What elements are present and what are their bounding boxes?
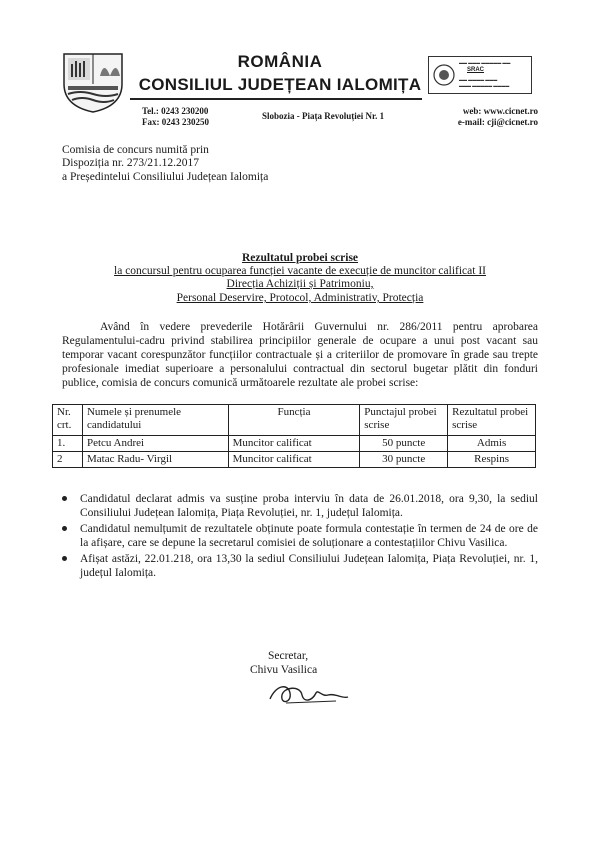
column-header-score: Punctajul probei scrise (360, 405, 448, 436)
cell-nr: 1. (53, 436, 83, 452)
header-divider (130, 98, 422, 100)
handwritten-signature (266, 681, 352, 707)
header-fax: Fax: 0243 230250 (142, 117, 209, 127)
intro-paragraph: Având în vedere prevederile Hotărârii Guvernului nr. 286/2011 pentru aprobarea Regulamentului-cadru privind stabilirea principiilor generale de ocupare a unui post vacant sau temporar vacant corespunzător funcțiilor contractuale și a criteriilor de promovare în grade sau trepte profesionale imediat superioare a personalului contractual din sectorul bugetar plătit din fonduri publice, comisia de concurs comunică următoarele rezultate ale probei scrise: (62, 321, 538, 389)
certification-microtext: ▬▬ ▬▬▬▬ ▬▬▬ (459, 77, 498, 82)
notes-list (62, 492, 538, 582)
signature-name: Chivu Vasilica (250, 664, 318, 676)
bullet-icon (62, 526, 67, 531)
certification-badge (428, 56, 532, 94)
table-row (53, 436, 536, 452)
certification-logo-icon (432, 63, 456, 87)
cell-result: Respins (448, 452, 536, 468)
cell-nr: 2 (53, 452, 83, 468)
cell-function: Muncitor calificat (228, 436, 360, 452)
document-subtitle: la concursul pentru ocuparea funcției vacante de execuție de muncitor calificat II (114, 265, 486, 277)
certification-brand: SRAC (467, 67, 485, 73)
list-item (62, 552, 538, 580)
cell-score: 30 puncte (360, 452, 448, 468)
bullet-icon (62, 556, 67, 561)
column-header-name: Numele și prenumele candidatului (82, 405, 228, 436)
cell-name: Petcu Andrei (82, 436, 228, 452)
header-website-link[interactable]: web: www.cicnet.ro (462, 106, 538, 116)
document-subtitle: Direcția Achiziții și Patrimoniu, (226, 278, 374, 290)
note-text: Afișat astăzi, 22.01.218, ora 13,30 la sediul Consiliului Județean Ialomița, Piața Revoluției, nr. 1, județul Ialomița. (80, 553, 538, 579)
header-organization: CONSILIUL JUDEȚEAN IALOMIȚA (138, 75, 422, 94)
county-coat-of-arms-icon (60, 50, 126, 114)
document-subtitle: Personal Deservire, Protocol, Administrativ, Protecția (176, 292, 424, 304)
signature-role: Secretar, (268, 650, 309, 662)
header-address: Slobozia - Piața Revoluției Nr. 1 (262, 111, 385, 121)
certification-microtext: ▬▬▬ ▬▬▬▬▬ ▬▬▬▬ (459, 83, 510, 88)
list-item (62, 522, 538, 550)
committee-line: Dispoziția nr. 273/21.12.2017 (62, 157, 200, 169)
header-phone: Tel.: 0243 230200 (142, 106, 209, 116)
table-header-row (53, 405, 536, 436)
cell-result: Admis (448, 436, 536, 452)
results-table (52, 404, 536, 468)
column-header-function: Funcția (228, 405, 360, 436)
column-header-nr: Nr. crt. (53, 405, 83, 436)
cell-name: Matac Radu- Virgil (82, 452, 228, 468)
column-header-result: Rezultatul probei scrise (448, 405, 536, 436)
note-text: Candidatul declarat admis va susține proba interviu în data de 26.01.2018, ora 9,30, la sediul Consiliului Județean Ialomița, Piața Revoluției, nr. 1, județul Ialomița. (80, 493, 538, 519)
document-title: Rezultatul probei scrise (241, 252, 359, 264)
certification-microtext: ▬▬ ▬▬▬ ▬▬▬▬▬ ▬▬ (459, 60, 511, 65)
cell-score: 50 puncte (360, 436, 448, 452)
note-text: Candidatul nemulțumit de rezultatele obținute poate formula contestație în termen de 24 de ore de la afișare, care se depune la secretarul comisiei de soluționare a contestațiilor Chivu Vasilica. (80, 523, 538, 549)
committee-line: a Președintelui Consiliului Județean Ialomița (62, 171, 269, 183)
header-email-link[interactable]: e-mail: cji@cicnet.ro (457, 117, 538, 127)
bullet-icon (62, 496, 67, 501)
table-row (53, 452, 536, 468)
list-item (62, 492, 538, 520)
header-country: ROMÂNIA (237, 52, 323, 71)
cell-function: Muncitor calificat (228, 452, 360, 468)
committee-line: Comisia de concurs numită prin (62, 144, 209, 156)
